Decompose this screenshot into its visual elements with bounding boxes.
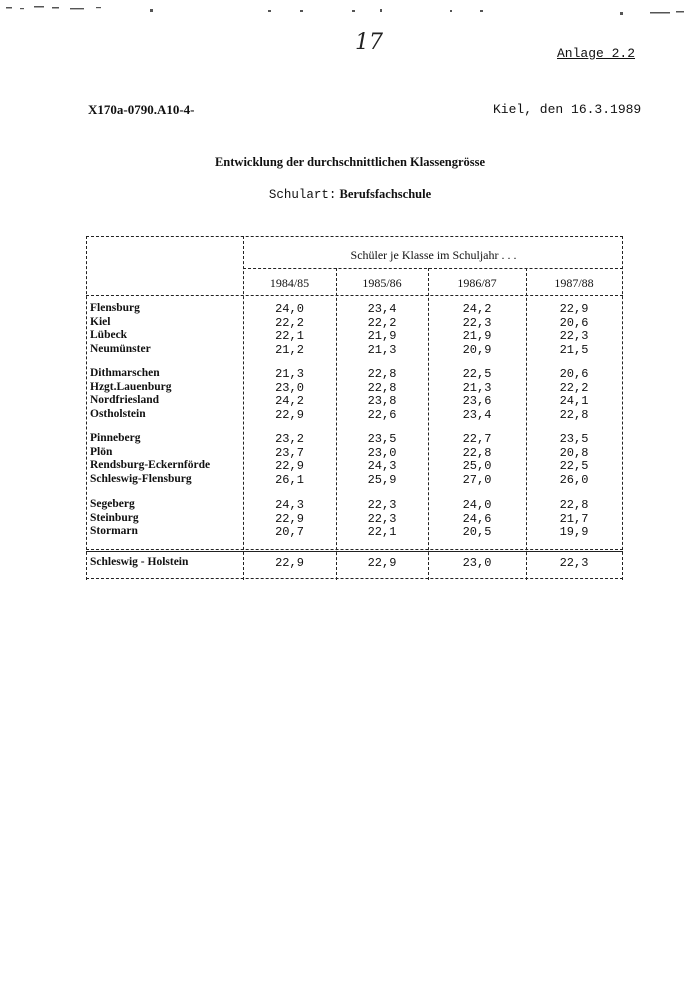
row-flensburg-value-1986-87: 24,2	[462, 302, 492, 316]
row-nordfriesland-value-1986-87: 23,6	[462, 394, 492, 409]
row-total-name: Schleswig - Holstein	[90, 556, 189, 568]
row-hzgt-lauenburg-name: Hzgt.Lauenburg	[90, 380, 172, 393]
handwritten-page-number: 17	[355, 30, 383, 55]
row-rendsburg-eckernförde-value-1985-86: 24,3	[367, 459, 397, 474]
row-lübeck-name: Lübeck	[90, 329, 128, 342]
row-schleswig-flensburg-value-1984-85: 26,1	[275, 472, 304, 487]
row-stormarn-value-1985-86: 22,1	[367, 525, 397, 540]
row-kiel-value-1986-87: 22,3	[462, 315, 492, 330]
row-steinburg-name: Steinburg	[90, 511, 139, 524]
row-kiel-name: Kiel	[90, 315, 111, 328]
row-lübeck-value-1984-85: 22,1	[275, 329, 304, 344]
annex-label: Anlage 2.2	[557, 46, 636, 61]
row-kiel-value-1985-86: 22,2	[367, 315, 397, 330]
row-hzgt-lauenburg-value-1986-87: 21,3	[462, 380, 492, 395]
row-steinburg-value-1984-85: 22,9	[275, 511, 304, 526]
row-dithmarschen-value-1985-86: 22,8	[367, 367, 397, 381]
table-border-right	[622, 236, 623, 580]
row-kiel-value-1984-85: 22,2	[275, 315, 304, 330]
row-neumünster-value-1986-87: 20,9	[462, 342, 492, 357]
row-plön-value-1986-87: 22,8	[462, 445, 492, 460]
row-nordfriesland-value-1987-88: 24,1	[559, 394, 589, 409]
row-nordfriesland-value-1984-85: 24,2	[275, 394, 304, 409]
year-header-1: 1984/85	[269, 276, 310, 290]
row-schleswig-flensburg-value-1987-88: 26,0	[559, 472, 589, 487]
row-flensburg-name: Flensburg	[90, 302, 140, 314]
row-segeberg-value-1984-85: 24,3	[275, 498, 304, 512]
reference-number: X170a-0790.A10-4-	[88, 102, 195, 117]
subtitle-label: Schulart:	[268, 188, 337, 202]
row-ostholstein-value-1986-87: 23,4	[462, 407, 492, 422]
row-rendsburg-eckernförde-value-1984-85: 22,9	[275, 459, 304, 474]
row-total-value-1985-86: 22,9	[367, 556, 397, 570]
row-ostholstein-value-1987-88: 22,8	[559, 407, 589, 422]
row-pinneberg-value-1984-85: 23,2	[275, 432, 304, 446]
row-flensburg-value-1985-86: 23,4	[367, 302, 397, 316]
class-size-table	[86, 236, 624, 582]
row-neumünster-value-1985-86: 21,3	[367, 342, 397, 357]
row-lübeck-value-1986-87: 21,9	[462, 329, 492, 344]
row-ostholstein-name: Ostholstein	[90, 407, 146, 420]
row-steinburg-value-1986-87: 24,6	[462, 511, 492, 526]
document-title: Entwicklung der durchschnittlichen Klassengrösse	[214, 155, 486, 169]
header-bottom-border	[86, 295, 623, 296]
row-stormarn-value-1986-87: 20,5	[462, 525, 492, 540]
row-schleswig-flensburg-name: Schleswig-Flensburg	[90, 472, 192, 485]
place-date: Kiel, den 16.3.1989	[493, 102, 642, 117]
row-total-value-1984-85: 22,9	[275, 556, 304, 570]
row-neumünster-value-1984-85: 21,2	[275, 342, 304, 357]
row-stormarn-value-1984-85: 20,7	[275, 525, 304, 540]
row-total-value-1987-88: 22,3	[559, 556, 589, 570]
row-pinneberg-value-1986-87: 22,7	[462, 432, 492, 446]
year-header-2: 1985/86	[362, 276, 402, 290]
total-top-border	[86, 549, 623, 550]
row-segeberg-name: Segeberg	[90, 498, 135, 510]
row-dithmarschen-value-1984-85: 21,3	[275, 367, 304, 381]
year-header-3: 1986/87	[457, 276, 497, 290]
row-stormarn-value-1987-88: 19,9	[559, 525, 589, 540]
row-dithmarschen-name: Dithmarschen	[90, 367, 160, 379]
row-segeberg-value-1987-88: 22,8	[559, 498, 589, 512]
row-hzgt-lauenburg-value-1984-85: 23,0	[275, 380, 304, 395]
year-header-4: 1987/88	[554, 276, 594, 290]
subtitle-value: Berufsfachschule	[339, 187, 432, 201]
row-plön-name: Plön	[90, 445, 113, 458]
row-total-value-1986-87: 23,0	[462, 556, 492, 570]
row-pinneberg-value-1985-86: 23,5	[367, 432, 397, 446]
table-top-border	[86, 236, 623, 237]
row-stormarn-name: Stormarn	[90, 525, 138, 538]
row-segeberg-value-1985-86: 22,3	[367, 498, 397, 512]
row-kiel-value-1987-88: 20,6	[559, 315, 589, 330]
row-dithmarschen-value-1986-87: 22,5	[462, 367, 492, 381]
row-steinburg-value-1985-86: 22,3	[367, 511, 397, 526]
row-nordfriesland-name: Nordfriesland	[90, 394, 159, 407]
row-nordfriesland-value-1985-86: 23,8	[367, 394, 397, 409]
row-lübeck-value-1987-88: 22,3	[559, 329, 589, 344]
row-ostholstein-value-1985-86: 22,6	[367, 407, 397, 422]
row-dithmarschen-value-1987-88: 20,6	[559, 367, 589, 381]
row-schleswig-flensburg-value-1985-86: 25,9	[367, 472, 397, 487]
row-neumünster-value-1987-88: 21,5	[559, 342, 589, 357]
row-flensburg-value-1987-88: 22,9	[559, 302, 589, 316]
row-plön-value-1987-88: 20,8	[559, 445, 589, 460]
row-pinneberg-value-1987-88: 23,5	[559, 432, 589, 446]
row-steinburg-value-1987-88: 21,7	[559, 511, 589, 526]
row-plön-value-1985-86: 23,0	[367, 445, 397, 460]
total-top-border-solid	[86, 551, 623, 552]
row-pinneberg-name: Pinneberg	[90, 432, 141, 444]
table-bottom-border	[86, 578, 623, 579]
header-divider	[243, 268, 623, 269]
document-subtitle	[0, 187, 700, 202]
row-plön-value-1984-85: 23,7	[275, 445, 304, 460]
school-year-super-header: Schüler je Klasse im Schuljahr . . .	[350, 248, 517, 262]
row-flensburg-value-1984-85: 24,0	[275, 302, 304, 316]
row-lübeck-value-1985-86: 21,9	[367, 329, 397, 344]
table-border-left	[86, 236, 87, 580]
row-schleswig-flensburg-value-1986-87: 27,0	[462, 472, 492, 487]
row-rendsburg-eckernförde-value-1986-87: 25,0	[462, 459, 492, 474]
row-rendsburg-eckernförde-name: Rendsburg-Eckernförde	[90, 459, 211, 472]
row-hzgt-lauenburg-value-1985-86: 22,8	[367, 380, 397, 395]
row-ostholstein-value-1984-85: 22,9	[275, 407, 304, 422]
row-segeberg-value-1986-87: 24,0	[462, 498, 492, 512]
row-rendsburg-eckernförde-value-1987-88: 22,5	[559, 459, 589, 474]
row-hzgt-lauenburg-value-1987-88: 22,2	[559, 380, 589, 395]
row-neumünster-name: Neumünster	[90, 342, 151, 355]
scan-noise	[0, 4, 700, 18]
